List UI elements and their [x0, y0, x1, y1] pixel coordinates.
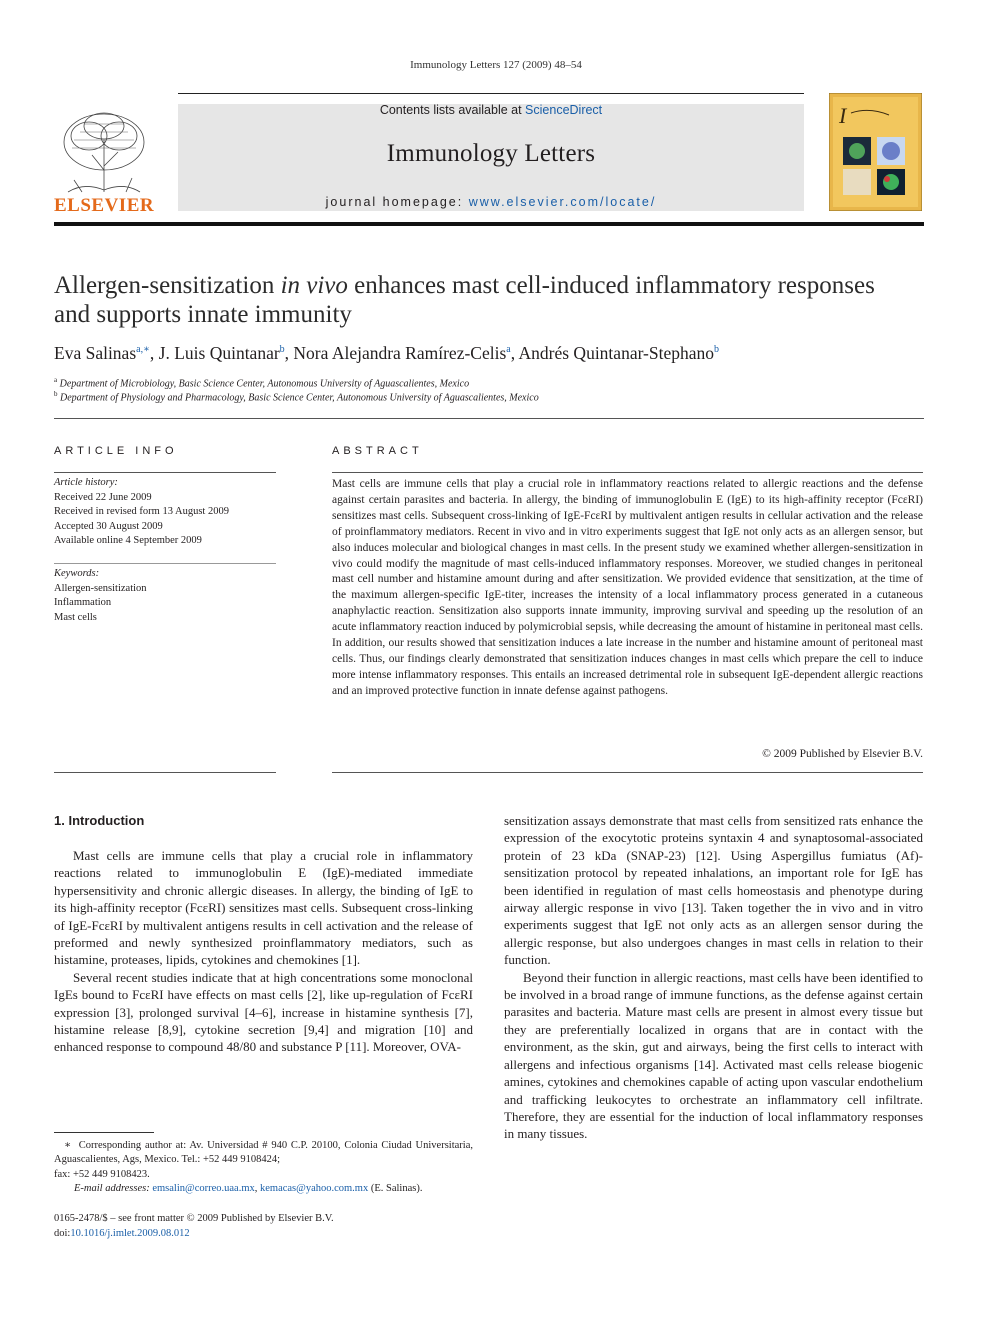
- history-accepted: Accepted 30 August 2009: [54, 520, 163, 532]
- abstract-rule: [332, 472, 923, 473]
- keyword: Allergen-sensitization: [54, 582, 147, 594]
- affiliation-mark: a: [54, 376, 58, 384]
- corresponding-author: Corresponding author at: Av. Universidad # 940 C.P. 20100, Colonia Ciudad Universitaria, Aguascalientes, Ags, Mexico. Tel.: +52 449 9108424;: [54, 1140, 473, 1166]
- footnote-mark: ∗: [64, 1140, 72, 1151]
- article-title: [54, 271, 914, 329]
- abstract-text: Mast cells are immune cells that play a crucial role in inflammatory reactions related to allergic reactions and the defense against certain parasites and bacteria. In allergy, the binding of immunoglobulin E (IgE) to its high-affinity receptor (FcεRI) sensitizes mast cells. Subsequent cross-linking of IgE-FcεRI by multivalent antigen results in cellular activation and the release of proinflammatory mediators. Recent in vivo and in vitro experiments suggest that IgE not only acts as an allergen sensor, but also induces molecular and biological changes in mast cells. In the present study we examined whether allergen-sensitization in vivo could modify the magnitude of mast cells-induced inflammatory responses. Moreover, we studied changes in peritoneal mast cell number and histamine amount during and after sensitization. We provided evidence that sensitization, at the time of the maximum allergen-specific IgE-titer, increases the intensity of a local inflammatory process generated in a cutaneous anaphylactic reaction. Sensitization also supports innate immunity, improving survival and speeding up the resolution of an acute inflammatory reaction induced by polymicrobial sepsis, while decreasing the amount of histamine in peritoneal mast cells. In addition, our results showed that sensitization induces a late increase in the number and histamine amount of peritoneal mast cells. Thus, our findings clearly demonstrated that sensitization induces changes in mast cells which prepare the cell to induce more intense inflammatory responses. This entails an increased detrimental role in subsequent IgE-dependent allergic reactions and an improved protective function in innate defense against pathogens.: [332, 478, 923, 697]
- paragraph: Mast cells are immune cells that play a crucial role in inflammatory reactions related to immunoglobulin E (IgE)-mediated immediate hypersensitivity and chronic allergic diseases. In allergy, the binding of IgE to its high-affinity receptor (FcεRI) sensitizes mast cells. Subsequent cross-linking of IgE-FcεRI by multivalent antigens results in cell activation and the release of preformed and newly synthesized proinflammatory mediators, such as histamine, proteases, lipids, cytokines and chemokines [1].: [54, 848, 473, 968]
- affiliation-text: Department of Physiology and Pharmacology, Basic Science Center, Autonomous University of Aguascalientes, Mexico: [60, 392, 539, 404]
- email-link[interactable]: emsalin@correo.uaa.mx: [152, 1182, 255, 1194]
- history-received: Received 22 June 2009: [54, 491, 152, 503]
- abstract-bottom-rule: [332, 772, 923, 773]
- abstract-heading: ABSTRACT: [332, 445, 423, 457]
- keywords-rule: [54, 563, 276, 564]
- author-affiliation-mark[interactable]: a,∗: [136, 344, 150, 356]
- affiliation-mark: b: [54, 390, 58, 398]
- title-part-1: Allergen-sensitization: [54, 272, 281, 299]
- keywords-label: Keywords:: [54, 568, 100, 579]
- footnote-fax: fax: +52 449 9108423.: [54, 1168, 150, 1180]
- journal-homepage: [178, 195, 804, 209]
- journal-title: Immunology Letters: [386, 140, 596, 167]
- homepage-link[interactable]: www.elsevier.com/locate/: [468, 195, 657, 209]
- elsevier-wordmark: ELSEVIER: [54, 195, 155, 216]
- article-info-bottom-rule: [54, 772, 276, 773]
- history-online: Available online 4 September 2009: [54, 535, 202, 546]
- sciencedirect-link[interactable]: ScienceDirect: [525, 103, 603, 117]
- email-suffix: (E. Salinas).: [368, 1182, 423, 1194]
- paragraph: Beyond their function in allergic reactions, mast cells have been identified to be involved in a broad range of immune functions, as the defense against certain parasites and bacteria. Mature mast cells are present in almost every tissue but they are preferentially localized in organs that are in contact with the environment, as the skin, gut and airways, being the first cells to interact with allergens and infectious organisms [14]. Activated mast cells release biogenic amines, cytokines and chemokines capable of acting upon vascular endothelium and trafficking leukocytes to orchestrate an inflammatory cell infiltrate. Therefore, they are essential for the induction of local inflammatory responses in many tissues.: [504, 969, 923, 1142]
- header-bottom-rule: [54, 222, 924, 226]
- email-label: E-mail addresses:: [74, 1182, 153, 1194]
- author: J. Luis Quintanar: [158, 343, 280, 363]
- header-top-rule: [178, 93, 804, 94]
- email-link[interactable]: kemacas@yahoo.com.mx: [260, 1182, 369, 1194]
- section-heading-introduction: 1. Introduction: [54, 813, 145, 828]
- author-separator: ,: [510, 343, 519, 363]
- footnote-rule: [54, 1132, 154, 1133]
- author: Eva Salinas: [54, 343, 137, 363]
- keyword: Mast cells: [54, 611, 97, 623]
- contents-prefix: Contents lists available at: [379, 103, 526, 117]
- doi-link[interactable]: 10.1016/j.imlet.2009.08.012: [70, 1227, 190, 1239]
- history-label: Article history:: [54, 477, 118, 488]
- email-separator: ,: [254, 1182, 260, 1194]
- affiliation: [54, 376, 924, 389]
- article-info-rule: [54, 472, 276, 473]
- intro-column-right: [504, 812, 923, 1143]
- author-list: [54, 343, 924, 364]
- author-affiliation-mark[interactable]: a: [506, 344, 511, 356]
- homepage-prefix: journal homepage:: [325, 195, 469, 209]
- author: Andrés Quintanar-Stephano: [518, 343, 715, 363]
- article-info-heading: ARTICLE INFO: [54, 445, 178, 457]
- title-italic: in vivo: [280, 272, 348, 299]
- keywords-block: [54, 567, 276, 625]
- contents-line: [178, 103, 804, 117]
- history-revised: Received in revised form 13 August 2009: [54, 506, 229, 517]
- author-affiliation-mark[interactable]: b: [279, 344, 285, 356]
- paragraph: Several recent studies indicate that at high concentrations some monoclonal IgEs bound to FcεRI have effects on mast cells [2], like up-regulation of FcεRI expression [3], prolonged survival [4–6], increase in histamine synthesis [7], histamine release [8,9], cytokine secretion [9,4] and migration [10] and enhanced response to compound 48/80 and substance P [11]. Moreover, OVA-: [54, 969, 473, 1055]
- affiliation-text: Department of Microbiology, Basic Science Center, Autonomous University of Aguascalientes, Mexico: [59, 378, 470, 390]
- doi-prefix: doi:: [54, 1227, 71, 1239]
- issn-line: 0165-2478/$ – see front matter © 2009 Published by Elsevier B.V.: [54, 1213, 334, 1224]
- author-separator: ,: [284, 343, 294, 363]
- affiliation: [54, 390, 924, 403]
- abstract-copyright: © 2009 Published by Elsevier B.V.: [762, 748, 923, 760]
- author-affiliation-mark[interactable]: b: [714, 344, 720, 356]
- intro-column-left: [54, 847, 473, 1056]
- author: Nora Alejandra Ramírez-Celis: [293, 343, 507, 363]
- affiliation-rule: [54, 418, 924, 419]
- svg-text:I: I: [839, 103, 847, 128]
- article-history: [54, 476, 276, 549]
- footnote: [54, 1139, 473, 1196]
- journal-cover-image: [829, 93, 922, 211]
- bottom-matter: [54, 1212, 473, 1241]
- keyword: Inflammation: [54, 597, 112, 608]
- title-part-2: enhances mast cell-induced inflammatory responses and supports innate immunity: [54, 272, 875, 328]
- paragraph: sensitization assays demonstrate that mast cells from sensitized rats enhance the expression of the exocytotic proteins syntaxin 4 and synaptosomal-associated protein of 23 kDa (SNAP-23) [12]. Using Aspergillus fumiatus (Af)-sensitization protocol by repeated inhalations, an important role for IgE has been identified in regulation of mast cells homeostasis and phenotype during airway allergic response in vivo [13]. Taken together the in vivo and in vitro experiments suggest that IgE not only acts as an allergen sensor during the allergic response, but also undergoes changes in mast cells in relation to their function.: [504, 813, 923, 968]
- journal-citation: Immunology Letters 127 (2009) 48–54: [410, 59, 582, 71]
- author-separator: ,: [149, 343, 159, 363]
